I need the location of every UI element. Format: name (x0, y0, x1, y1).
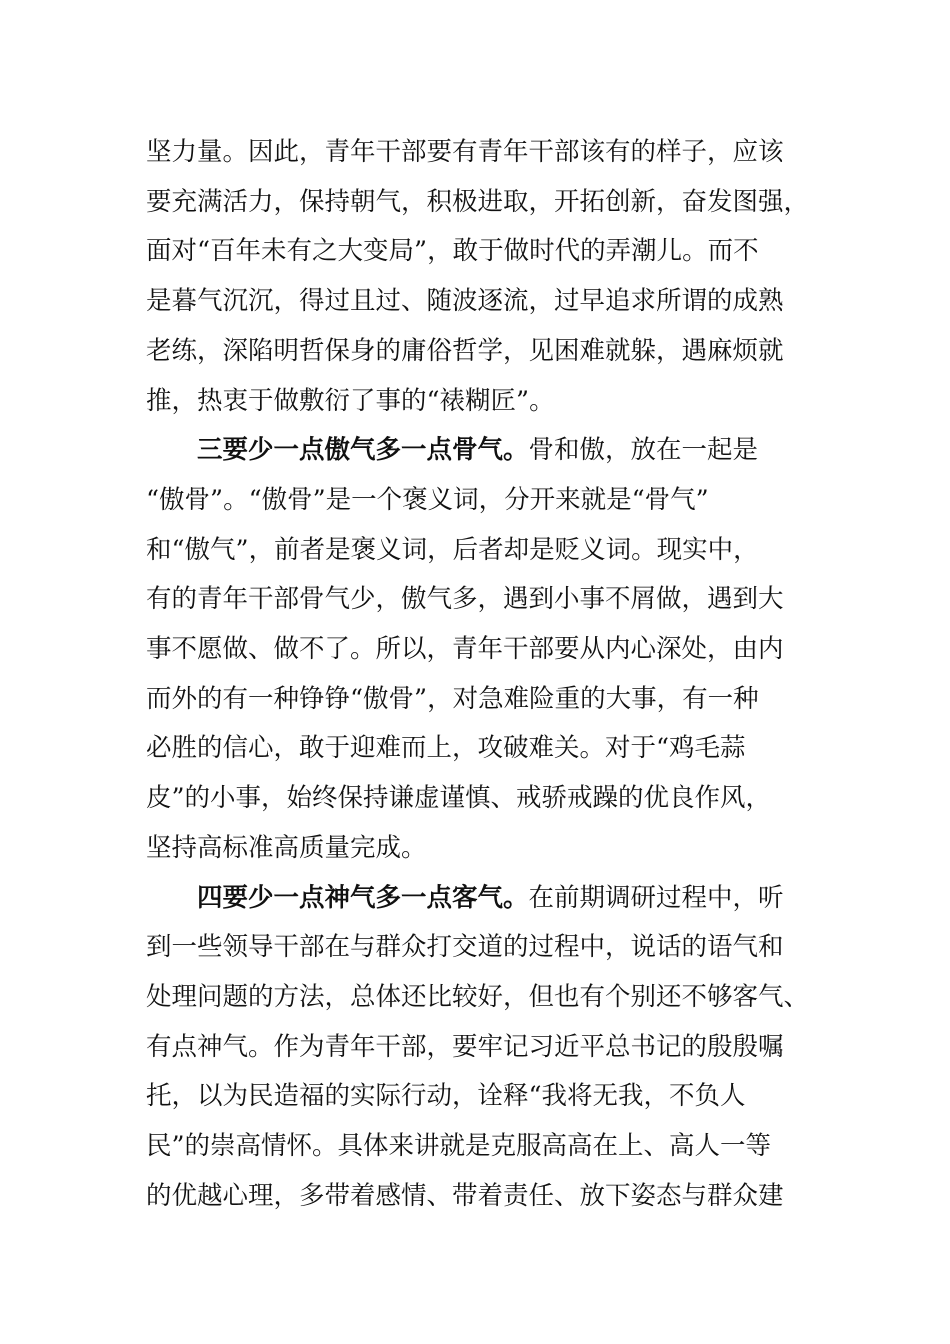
text-line: 和“傲气”，前者是褒义词，后者却是贬义词。现实中， (146, 534, 759, 565)
text-line: 托，以为民造福的实际行动，诠释“我将无我，不负人 (146, 1081, 746, 1112)
text-line: 必胜的信心，敢于迎难而上，攻破难关。对于“鸡毛蒜 (146, 733, 746, 764)
text-line: 而外的有一种铮铮“傲骨”，对急难险重的大事，有一种 (146, 683, 759, 714)
paragraph-3 (146, 874, 810, 1222)
paragraph-first-line (146, 426, 786, 476)
text-line: 是暮气沉沉，得过且过、随波逐流，过早追求所谓的成熟 (146, 286, 784, 317)
text-line: 面对“百年未有之大变局”，敢于做时代的弄潮儿。而不 (146, 236, 759, 267)
text-line: 事不愿做、做不了。所以，青年干部要从内心深处，由内 (146, 634, 784, 665)
text-line: 有的青年干部骨气少，傲气多，遇到小事不屑做，遇到大 (146, 584, 784, 615)
text-line: 皮”的小事，始终保持谦虚谨慎、戒骄戒躁的优良作风， (146, 783, 772, 814)
text-line: 的优越心理，多带着感情、带着责任、放下姿态与群众建 (146, 1180, 784, 1211)
text-line: 有点神气。作为青年干部，要牢记习近平总书记的殷殷嘱 (146, 1031, 784, 1062)
text-line: 要充满活力，保持朝气，积极进取，开拓创新，奋发图强， (146, 186, 810, 217)
text-line: 到一些领导干部在与群众打交道的过程中，说话的语气和 (146, 932, 784, 963)
text-line: 推，热衷于做敷衍了事的“裱糊匠”。 (146, 385, 555, 416)
paragraph-1 (146, 128, 810, 426)
text-run: 骨和傲，放在一起是 (528, 435, 759, 466)
text-line: 民”的崇高情怀。具体来讲就是克服高高在上、高人一等 (146, 1131, 772, 1162)
text-run: 在前期调研过程中，听 (528, 882, 784, 913)
text-line: 坚力量。因此，青年干部要有青年干部该有的样子，应该 (146, 137, 784, 167)
text-line: 老练，深陷明哲保身的庸俗哲学，见困难就躲，遇麻烦就 (146, 335, 784, 366)
paragraph-heading: 四要少一点神气多一点客气。 (197, 882, 529, 913)
paragraph-first-line (146, 874, 786, 924)
paragraph-heading: 三要少一点傲气多一点骨气。 (197, 435, 529, 466)
text-line: 坚持高标准高质量完成。 (146, 832, 427, 863)
paragraph-2 (146, 426, 786, 873)
document-body (146, 128, 810, 1221)
text-line: 处理问题的方法，总体还比较好，但也有个别还不够客气、 (146, 981, 810, 1012)
text-line: “傲骨”。“傲骨”是一个褒义词，分开来就是“骨气” (146, 484, 709, 515)
